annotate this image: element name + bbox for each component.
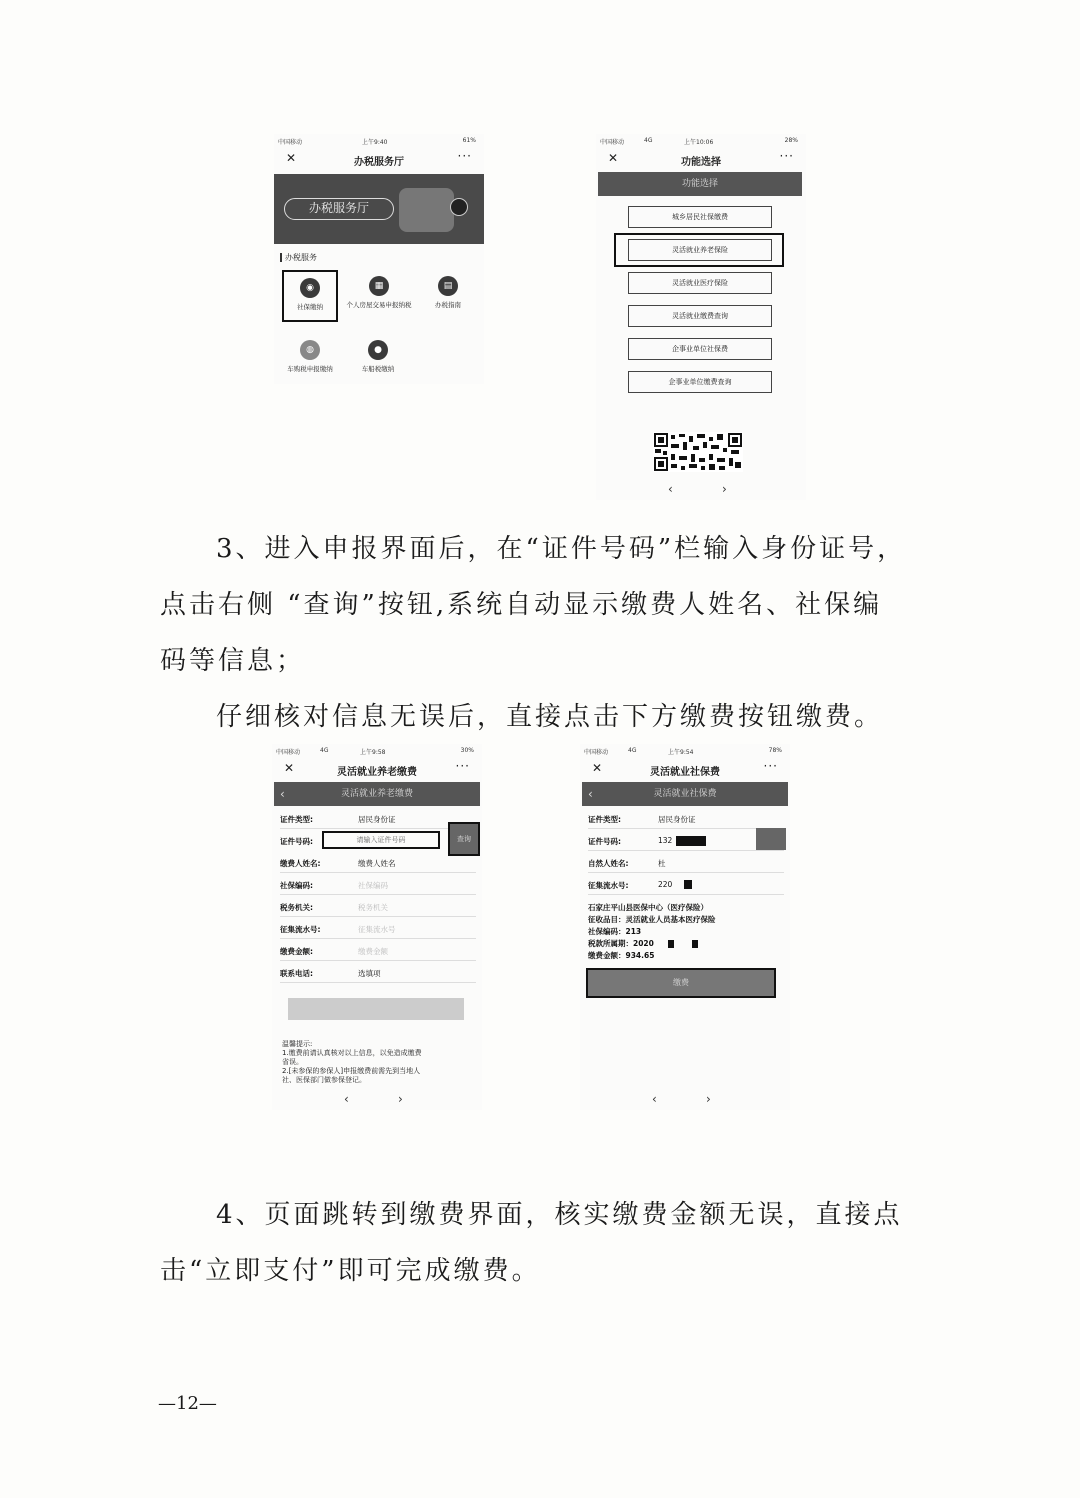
page-title: 办税服务厅: [354, 157, 404, 168]
option-enterprise-query[interactable]: 企事业单位缴费查询: [628, 371, 772, 393]
nav-forward-icon[interactable]: ›: [398, 1092, 403, 1106]
title-bar: [580, 758, 790, 780]
screenshot-function-select: [596, 134, 806, 500]
page-title: 灵活就业养老缴费: [337, 767, 417, 778]
service-housing-tax[interactable]: ▦ 个人房屋交易申报纳税: [344, 276, 414, 322]
step3-line4: 仔细核对信息无误后，直接点击下方缴费按钮缴费。: [216, 702, 884, 732]
page-title: 灵活就业社保费: [650, 767, 720, 778]
social-insurance-icon: ◉: [300, 278, 320, 298]
nav-forward-icon[interactable]: ›: [722, 482, 727, 496]
query-button[interactable]: 查询: [448, 822, 480, 856]
redacted-id: [676, 836, 706, 846]
network: 4G: [320, 747, 329, 754]
network: 4G: [628, 747, 637, 754]
title-bar: [596, 148, 806, 170]
nav-back-icon[interactable]: ‹: [668, 482, 673, 496]
header-bar: ‹ 灵活就业社保费: [582, 782, 788, 806]
banner-text: 办税服务厅: [284, 198, 394, 220]
battery: 30%: [460, 747, 474, 754]
screenshot-pension-payment: 中国移动 4G 上午9:58 30% ✕ 灵活就业养老缴费 ··· ‹ 灵活就业养老缴费 证件类型: 居民身份证 证件号码: 请输入证件号码 查询 缴费人姓名: 缴费人姓名 社保编码: 社保编码 税务机关: 税务机关 征集流水号: 征集流水号 缴费金额: 缴费金额 联系电话: 选填项 温馨提示: 1.缴费前请认真核对以上信息，以免造成缴费 省误。 2.[未参保的参保人]申报缴费前需先到当地人 社、医保部门做参保登记。 ‹ ›: [272, 744, 482, 1110]
step3-line1: 3、进入申报界面后，在“证件号码”栏输入身份证号，: [216, 534, 907, 564]
network: 4G: [644, 137, 653, 144]
section-label: 办税服务: [280, 252, 317, 263]
more-icon[interactable]: ···: [455, 759, 470, 773]
screenshot-social-fee: 中国移动 4G 上午9:54 78% ✕ 灵活就业社保费 ··· ‹ 灵活就业社保费 证件类型: 居民身份证 证件号码: 132 自然人姓名: 杜 征集流水号: 220 石家庄平山县医保中心（医疗保险） 征收品目：灵活就业人员基本医疗保险 社保编码：213 税款所属期：2020 缴费金额：934.65 缴费 ‹ ›: [580, 744, 790, 1110]
page-number: —12—: [158, 1393, 217, 1414]
clock: 上午9:58: [360, 749, 386, 756]
back-icon[interactable]: ‹: [280, 787, 285, 801]
service-vehicle-purchase-tax[interactable]: ◍ 车购税申报缴纳: [278, 340, 342, 380]
redacted-period-2: [692, 940, 698, 948]
service-guide[interactable]: ▤ 办税指南: [420, 276, 476, 322]
pay-button[interactable]: [288, 998, 464, 1020]
option-urban-rural[interactable]: 城乡居民社保缴费: [628, 206, 772, 228]
redacted-period: [668, 940, 674, 948]
screenshot-tax-hall: [274, 134, 484, 384]
close-icon[interactable]: ✕: [284, 761, 295, 775]
carrier: 中国移动: [276, 749, 301, 756]
service-social-insurance[interactable]: ◉ 社保缴纳: [282, 270, 338, 322]
ship-icon: ●: [368, 340, 388, 360]
back-icon[interactable]: ‹: [588, 787, 593, 801]
guide-icon: ▤: [438, 276, 458, 296]
banner-arrow-icon[interactable]: [450, 198, 468, 216]
redacted-serial: [684, 880, 692, 889]
nav-back-icon[interactable]: ‹: [344, 1092, 349, 1106]
battery: 78%: [768, 747, 782, 754]
page-title: 功能选择: [681, 157, 721, 168]
status-bar: [580, 744, 790, 758]
battery: 61%: [462, 137, 476, 144]
status-bar: [274, 134, 484, 148]
car-icon: ◍: [300, 340, 320, 360]
option-enterprise-fee[interactable]: 企事业单位社保费: [628, 338, 772, 360]
title-bar: [274, 148, 484, 170]
step4-line1: 4、页面跳转到缴费界面，核实缴费金额无误，直接点: [216, 1200, 903, 1230]
more-icon[interactable]: ···: [457, 149, 472, 163]
close-icon[interactable]: ✕: [608, 151, 619, 165]
close-icon[interactable]: ✕: [592, 761, 603, 775]
step3-line3: 码等信息；: [160, 646, 306, 676]
option-payment-query[interactable]: 灵活就业缴费查询: [628, 305, 772, 327]
more-icon[interactable]: ···: [763, 759, 778, 773]
carrier: 中国移动: [584, 749, 609, 756]
carrier: 中国移动: [600, 139, 625, 146]
clock: 上午9:54: [668, 749, 694, 756]
more-icon[interactable]: ···: [779, 149, 794, 163]
house-icon: ▦: [369, 276, 389, 296]
nav-forward-icon[interactable]: ›: [706, 1092, 711, 1106]
banner: [274, 174, 484, 244]
step3-line2: 点击右侧 “查询”按钮,系统自动显示缴费人姓名、社保编: [160, 590, 883, 620]
clock: 上午10:06: [684, 139, 714, 146]
header-bar: ‹ 灵活就业养老缴费: [274, 782, 480, 806]
banner-illustration: [399, 188, 454, 232]
pay-button[interactable]: 缴费: [586, 968, 776, 998]
step4-line2: 击“立即支付”即可完成缴费。: [160, 1256, 541, 1286]
qr-code-icon: [653, 432, 743, 472]
id-number-input[interactable]: 请输入证件号码: [322, 831, 440, 849]
option-medical[interactable]: 灵活就业医疗保险: [628, 272, 772, 294]
clock: 上午9:40: [362, 139, 388, 146]
query-button[interactable]: [756, 828, 786, 850]
status-bar: [596, 134, 806, 148]
option-pension[interactable]: 灵活就业养老保险: [628, 239, 772, 261]
service-vessel-tax[interactable]: ● 车船税缴纳: [348, 340, 408, 380]
tips-block: 温馨提示: 1.缴费前请认真核对以上信息，以免造成缴费 省误。 2.[未参保的参保人]申报缴费前需先到当地人 社、医保部门做参保登记。: [282, 1040, 422, 1084]
header-bar: 功能选择: [598, 172, 802, 196]
nav-back-icon[interactable]: ‹: [652, 1092, 657, 1106]
close-icon[interactable]: ✕: [286, 151, 297, 165]
carrier: 中国移动: [278, 139, 303, 146]
battery: 28%: [784, 137, 798, 144]
title-bar: [272, 758, 482, 780]
status-bar: [272, 744, 482, 758]
payment-info: 石家庄平山县医保中心（医疗保险） 征收品目：灵活就业人员基本医疗保险 社保编码：213 税款所属期：2020 缴费金额：934.65: [588, 903, 716, 960]
